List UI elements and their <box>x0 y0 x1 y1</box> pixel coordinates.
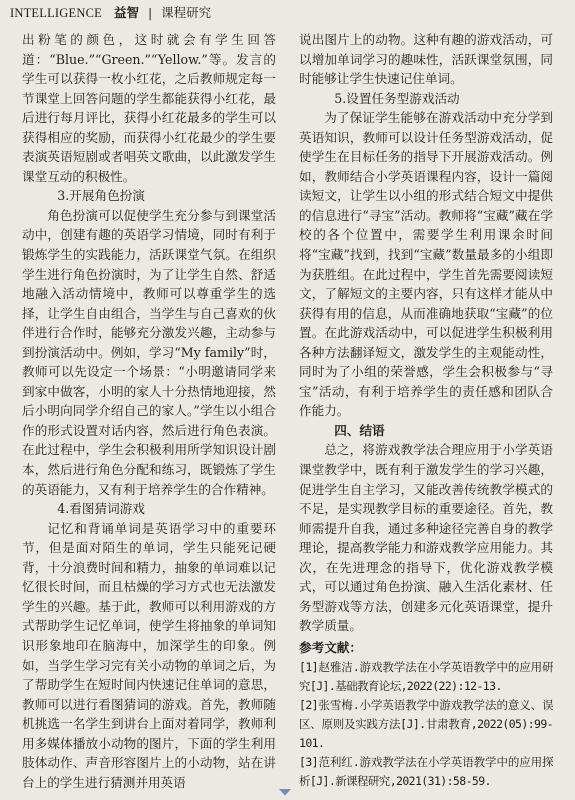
chevron-down-icon <box>278 788 292 797</box>
subsection-heading: 3.开展角色扮演 <box>57 188 145 204</box>
left-column <box>22 30 276 792</box>
magazine-name: 益智 <box>113 5 139 20</box>
paragraph: 总之，将游戏教学法合理应用于小学英语课堂教学中，既有利于激发学生的学习兴趣，促进学生自主学习，又能改善传统教学模式的不足，是实现教学目标的重要途径。首先，教师需提升自我，通过多种途径完善自身的教学理论，提高教学能力和游戏教学应用能力。其次，在先进理念的指导下，优化游戏教学模式，可以通过角色扮演、融入生活化素材、任务型游戏等方法，创建多元化英语课堂，提升教学质量。 <box>299 442 553 634</box>
paragraph: 为了保证学生能够在游戏活动中充分学到英语知识，教师可以设计任务型游戏活动，促使学生在目标任务的指导下开展游戏活动。例如，教师结合小学英语课程内容，设计一篇阅读短文，让学生以小组的形式结合短文中提供的信息进行“寻宝”活动。教师将“宝藏”藏在学校的各个位置中，需要学生利用课余时间将“宝藏”找到，找到“宝藏”数量最多的小组即为获胜组。在此过程中，学生首先需要阅读短文，了解短文的主要内容，只有这样才能从中获得有用的信息，从而准确地获取“宝藏”的位置。在此游戏活动中，可以促进学生积极利用各种方法翻译短文，激发学生的主观能动性，同时为了小组的荣誉感，学生会积极参与“寻宝”活动，有利于培养学生的责任感和团队合作能力。 <box>299 110 553 419</box>
running-header <box>10 3 211 23</box>
reference-item: [3]范利红.游戏教学法在小学英语教学中的应用探析[J].新课程研究,2021(31):58-59. <box>299 754 553 788</box>
paragraph: 角色扮演可以促使学生充分参与到课堂活动中，创建有趣的英语学习情境，同时有利于锻炼学生的实践能力，活跃课堂气氛。在组织学生进行角色扮演时，为了让学生自然、舒适地融入活动情境中，教师可以尊重学生的选择，让学生自由组合，当学生与自己喜欢的伙伴进行合作时，能够充分激发兴趣，主动参与到扮演活动中。例如，学习“My family”时，教师可以先设定一个场景：“小明邀请同学来到家中做客，小明的家人十分热情地迎接，然后小明向同学介绍自己的家人。”学生以小组合作的形式设置对话内容，然后进行角色表演。在此过程中，学生会积极利用所学知识设计剧本，然后进行角色分配和练习，既锻炼了学生的英语能力，又有利于培养学生的合作精神。 <box>22 207 276 497</box>
subsection-heading: 5.设置任务型游戏活动 <box>334 90 460 106</box>
paragraph: 记忆和背诵单词是英语学习中的重要环节，但是面对陌生的单词，学生只能死记硬背，十分浪费时间和精力，抽象的单词难以记忆很长时间，而且枯燥的学习方式也无法激发学生的兴趣。基于此，教师可以利用游戏的方式帮助学生记忆单词，使学生将抽象的单词知识形象地印在脑海中，加深学生的印象。例如，当学生学习完有关小动物的单词之后，为了帮助学生在短时间内快速记住单词的意思，教师可以进行看图猜词的游戏。首先，教师随机挑选一名学生到讲台上面对着同学，教师利用多媒体播放小动物的图片，下面的学生利用肢体动作、声音形容图片上的小动物，站在讲台上的学生进行猜测并用英语 <box>22 520 276 790</box>
section-name: 课程研究 <box>161 5 212 20</box>
subsection-heading: 4.看图猜词游戏 <box>57 501 145 517</box>
scroll-down-button[interactable] <box>276 786 294 798</box>
reference-item: [1]赵雅洁.游戏教学法在小学英语教学中的应用研究[J].基础教育论坛,2022(22):12-13. <box>299 659 553 693</box>
references-heading: 参考文献： <box>299 639 362 655</box>
paragraph-continuation: 出粉笔的颜色，这时就会有学生回答道：“Blue.”“Green.”“Yellow.”等。发言的学生可以获得一枚小红花，之后教师规定每一节课堂上回答问题的学生都能获得小红花，最后进行每月评比，获得小红花最多的学生可以获得相应的奖励，而获得小红花最少的学生要表演英语短剧或者唱英文歌曲，以此激发学生课堂互动的积极性。 <box>22 32 276 184</box>
journal-brand: INTELLIGENCE <box>10 6 102 20</box>
header-separator: | <box>147 5 153 20</box>
paragraph-continuation: 说出图片上的动物。这种有趣的游戏活动，可以增加单词学习的趣味性，活跃课堂氛围，同时能够让学生快速记住单词。 <box>299 32 553 87</box>
reference-item: [2]张雪梅.小学英语教学中游戏教学法的意义、误区、原则及实践方法[J].甘肃教育,2022(05):99-101. <box>299 697 553 750</box>
right-column <box>299 30 553 791</box>
article-body <box>22 30 553 792</box>
section-heading: 四、结语 <box>334 422 385 438</box>
